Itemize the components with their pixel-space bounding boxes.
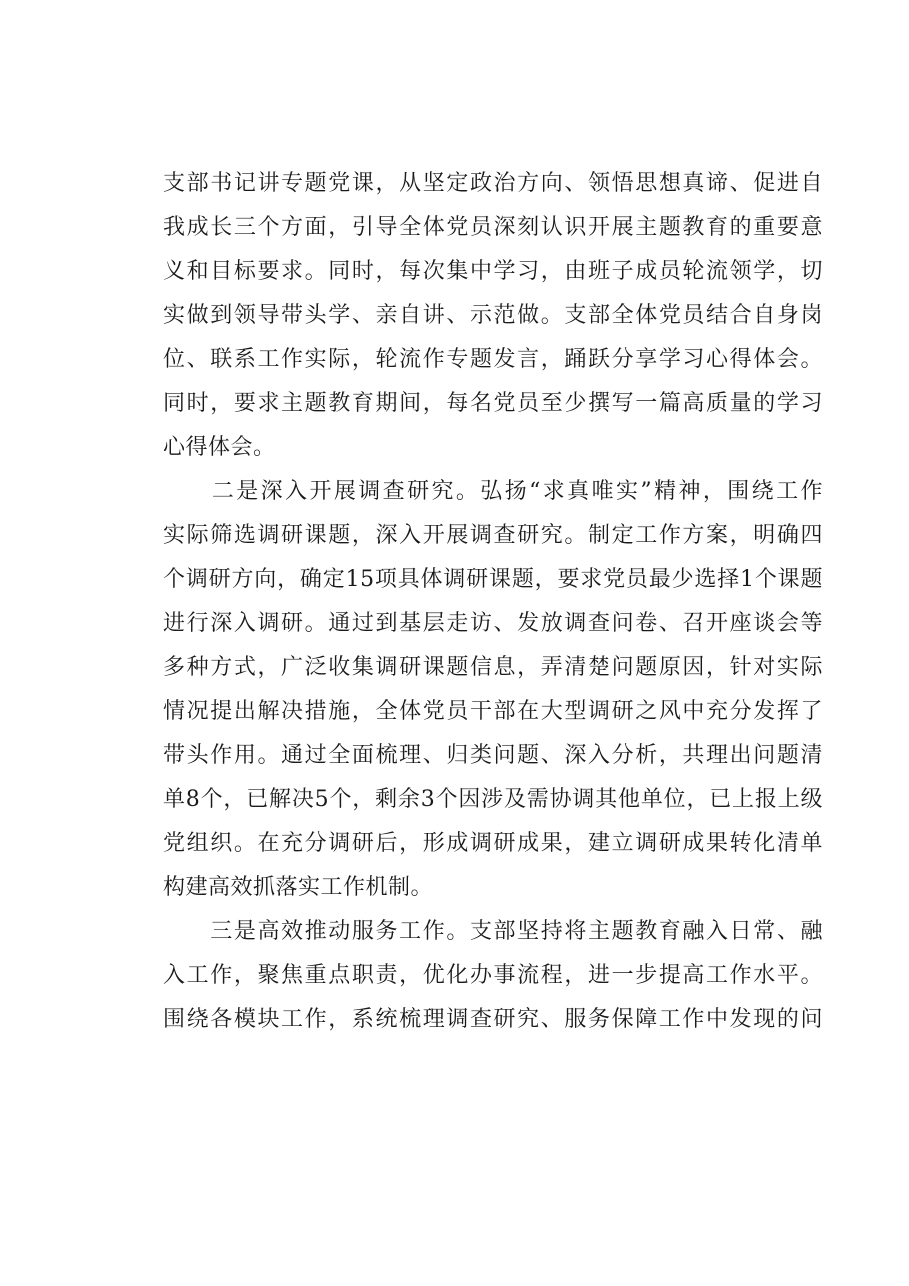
text-line: 情况提出解决措施，全体党员干部在大型调研之风中充分发挥了 <box>163 699 823 724</box>
text-line: 党组织。在充分调研后，形成调研成果，建立调研成果转化清单 <box>163 831 823 856</box>
paragraph-3 <box>163 910 823 1042</box>
text-line: 三是高效推动服务工作。支部坚持将主题教育融入日常、融 <box>163 919 823 944</box>
text-line: 多种方式，广泛收集调研课题信息，弄清楚问题原因，针对实际 <box>163 655 823 680</box>
text-line: 实际筛选调研课题，深入开展调查研究。制定工作方案，明确四 <box>163 523 823 548</box>
text-line: 单8个，已解决5个，剩余3个因涉及需协调其他单位，已上报上级 <box>163 787 823 812</box>
paragraph-2 <box>163 470 823 910</box>
text-line: 构建高效抓落实工作机制。 <box>163 875 434 900</box>
paragraph-1 <box>163 162 823 470</box>
text-line: 带头作用。通过全面梳理、归类问题、深入分析，共理出问题清 <box>163 743 823 768</box>
text-line: 进行深入调研。通过到基层走访、发放调查问卷、召开座谈会等 <box>163 611 823 636</box>
text-line: 实做到领导带头学、亲自讲、示范做。支部全体党员结合自身岗 <box>163 303 823 328</box>
text-line: 二是深入开展调查研究。弘扬“求真唯实”精神，围绕工作 <box>163 479 823 504</box>
text-line: 位、联系工作实际，轮流作专题发言，踊跃分享学习心得体会。 <box>163 347 823 372</box>
text-line: 我成长三个方面，引导全体党员深刻认识开展主题教育的重要意 <box>163 215 823 240</box>
text-line: 个调研方向，确定15项具体调研课题，要求党员最少选择1个课题 <box>163 567 823 592</box>
text-line: 入工作，聚焦重点职责，优化办事流程，进一步提高工作水平。 <box>163 963 823 988</box>
text-line: 支部书记讲专题党课，从坚定政治方向、领悟思想真谛、促进自 <box>163 171 823 196</box>
text-line: 围绕各模块工作，系统梳理调查研究、服务保障工作中发现的问 <box>163 1007 823 1032</box>
text-line: 同时，要求主题教育期间，每名党员至少撰写一篇高质量的学习 <box>163 391 823 416</box>
text-line: 义和目标要求。同时，每次集中学习，由班子成员轮流领学，切 <box>163 259 823 284</box>
document-body <box>163 162 823 1042</box>
text-line: 心得体会。 <box>163 435 276 460</box>
